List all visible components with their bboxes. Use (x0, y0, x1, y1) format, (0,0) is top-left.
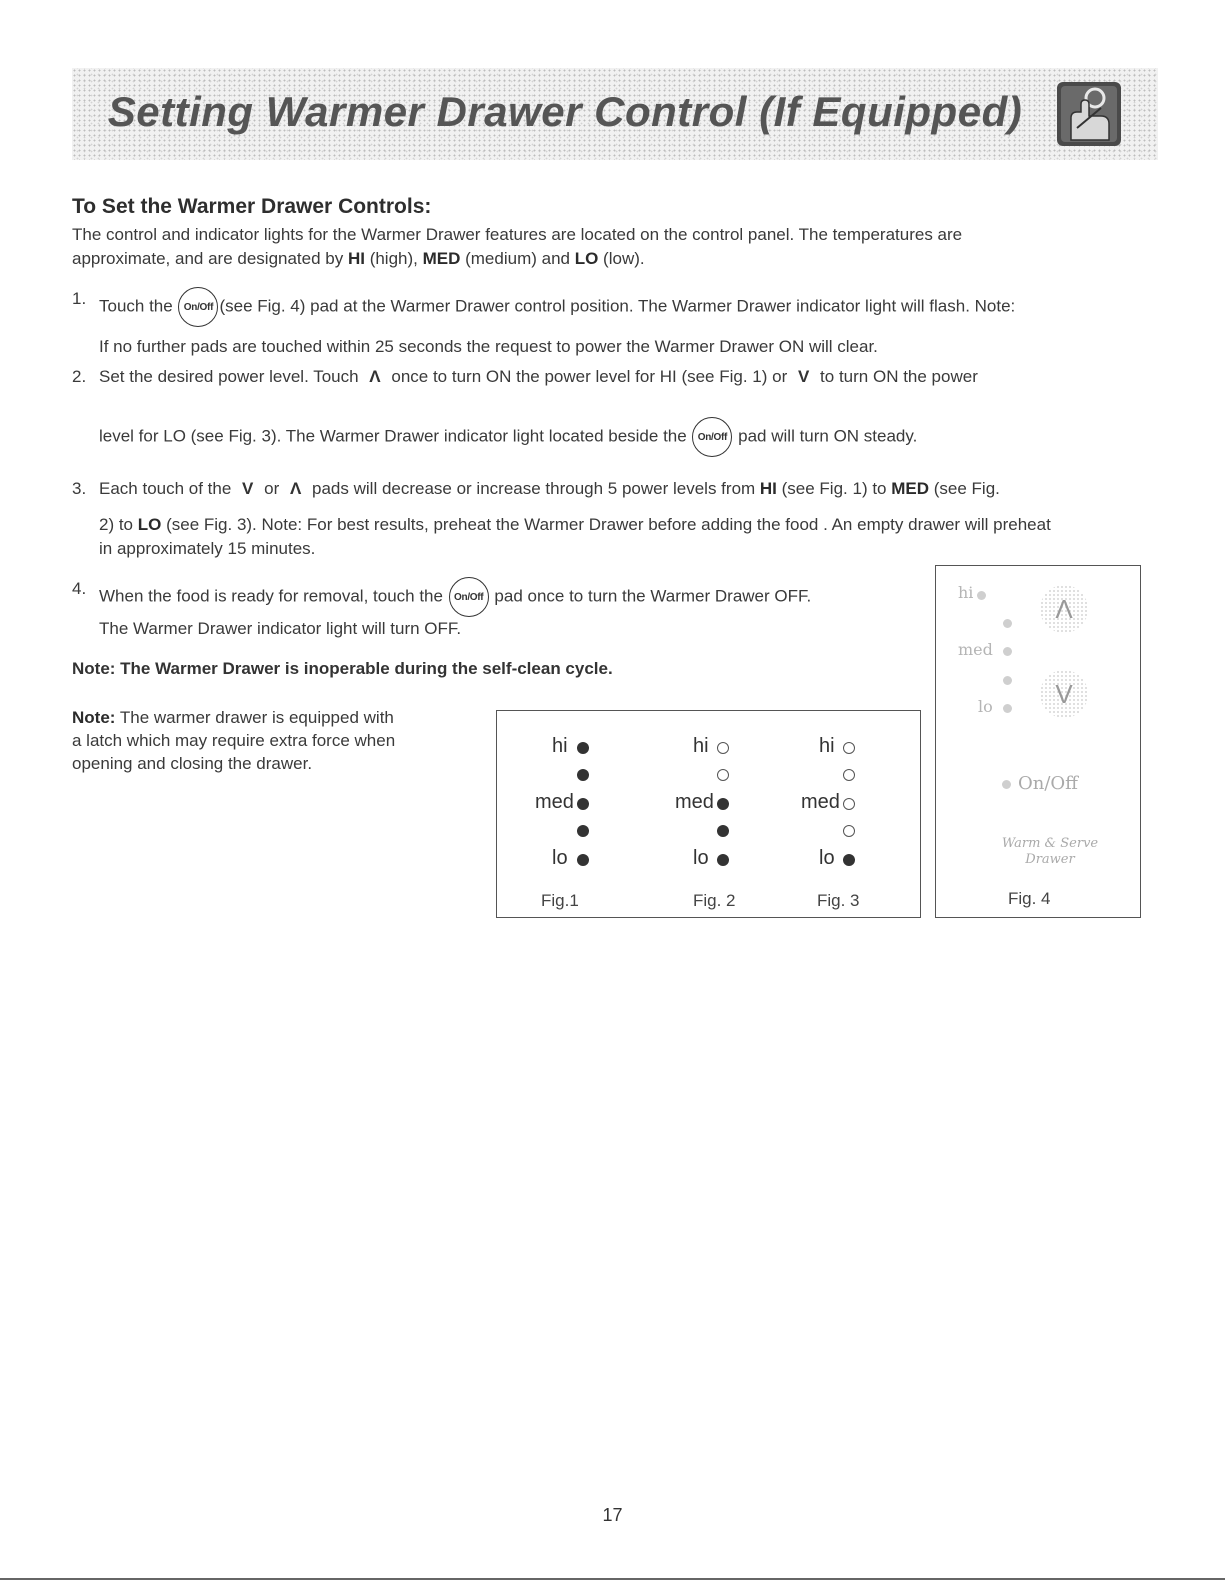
intro-line-1: The control and indicator lights for the Warmer Drawer features are located on the control panel. The temperatures are (72, 225, 963, 244)
bottom-divider (0, 1578, 1225, 1580)
level-indicator-dot (717, 798, 729, 810)
fig4-indicator-dot (1003, 647, 1012, 656)
on-off-pad-icon: On/Off (178, 287, 218, 327)
level-indicator-dot (577, 854, 589, 866)
med-level-label: med (675, 791, 714, 813)
note-text: The warmer drawer is equipped with (115, 708, 394, 727)
step-4 (72, 577, 932, 641)
step-text: (see Fig. 3). Note: For best results, preheat the Warmer Drawer before adding the food . An empty drawer will preheat (161, 515, 1051, 534)
figure-2-caption: Fig. 2 (693, 891, 736, 910)
down-arrow-icon: V (242, 479, 254, 498)
fig4-hi-label: hi (958, 583, 974, 602)
step-text: level for LO (see Fig. 3). The Warmer Drawer indicator light located beside the (99, 426, 692, 446)
fig4-indicator-dot (977, 591, 986, 600)
fig4-indicator-dot (1003, 704, 1012, 713)
header-banner (72, 68, 1158, 160)
section-heading: To Set the Warmer Drawer Controls: (72, 195, 432, 218)
level-indicator-dot (717, 854, 729, 866)
step-text: 2) to (99, 515, 138, 534)
fig4-indicator-dot (1003, 676, 1012, 685)
hi-level-label: hi (552, 735, 568, 757)
up-arrow-icon: Λ (1040, 585, 1088, 633)
on-off-pad-icon: On/Off (692, 417, 732, 457)
level-indicator-dot (577, 742, 589, 754)
on-off-pad-icon: On/Off (449, 577, 489, 617)
up-arrow-icon: Λ (289, 479, 302, 498)
step-text: to turn ON the power (815, 367, 978, 386)
step-text: in approximately 15 minutes. (99, 539, 316, 558)
fig4-lo-label: lo (978, 697, 993, 716)
latch-note (72, 706, 452, 775)
level-indicator-dot (577, 798, 589, 810)
step-number: 4. (72, 579, 87, 598)
step-text: The Warmer Drawer indicator light will turn OFF. (99, 619, 462, 638)
fig4-indicator-dot (1003, 619, 1012, 628)
step-text: Touch the (99, 296, 178, 316)
step-text: or (259, 479, 284, 498)
step-text: (see Fig. 1) to (776, 479, 892, 498)
step-2 (72, 365, 1152, 457)
self-clean-note: Note: The Warmer Drawer is inoperable during the self-clean cycle. (72, 659, 613, 678)
note-text: opening and closing the drawer. (72, 754, 313, 773)
level-indicator-dot (843, 854, 855, 866)
fig4-brand (1000, 836, 1100, 868)
step-text: once to turn ON the power level for HI (see Fig. 1) or (386, 367, 792, 386)
med-level-label: med (535, 791, 574, 813)
step-text: pads will decrease or increase through 5 power levels from (307, 479, 760, 498)
step-text: (see Fig. 4) pad at the Warmer Drawer control position. The Warmer Drawer indicator light will flash. Note: (219, 296, 1016, 316)
lo-label: LO (137, 515, 162, 534)
intro-text: (high), (364, 249, 423, 268)
lo-label: LO (574, 249, 599, 268)
med-label: MED (891, 479, 930, 498)
level-indicator-dot (577, 769, 589, 781)
level-indicator-dot (717, 769, 729, 781)
step-text: If no further pads are touched within 25 seconds the request to power the Warmer Drawer ON will clear. (99, 337, 878, 356)
step-text: Set the desired power level. Touch (99, 367, 364, 386)
figure-3-caption: Fig. 3 (817, 891, 860, 910)
level-indicator-dot (717, 742, 729, 754)
intro-text: (medium) and (460, 249, 575, 268)
intro-paragraph (72, 223, 1152, 271)
step-text: pad once to turn the Warmer Drawer OFF. (489, 586, 812, 606)
fig4-med-label: med (958, 640, 993, 659)
level-indicator-dot (843, 825, 855, 837)
level-indicator-dot (843, 798, 855, 810)
power-level-figures (496, 710, 921, 918)
intro-text: approximate, and are designated by (72, 249, 348, 268)
hand-touch-icon (1057, 82, 1121, 146)
fig4-on-off-pad: On/Off (1018, 773, 1078, 794)
intro-text: (low). (598, 249, 645, 268)
med-label: MED (422, 249, 461, 268)
step-text: (see Fig. (929, 479, 1000, 498)
hi-level-label: hi (693, 735, 709, 757)
lo-level-label: lo (693, 847, 709, 869)
level-indicator-dot (843, 769, 855, 781)
figure-4-caption: Fig. 4 (1008, 889, 1051, 908)
down-arrow-icon: V (1040, 670, 1088, 718)
hi-level-label: hi (819, 735, 835, 757)
fig4-onoff-indicator-dot (1002, 780, 1011, 789)
hi-label: HI (759, 479, 777, 498)
step-text: Each touch of the (99, 479, 237, 498)
note-text: a latch which may require extra force when (72, 731, 396, 750)
page-title: Setting Warmer Drawer Control (If Equipped) (107, 88, 1023, 135)
med-level-label: med (801, 791, 840, 813)
lo-level-label: lo (552, 847, 568, 869)
step-number: 2. (72, 367, 87, 386)
step-text: When the food is ready for removal, touch the (99, 586, 448, 606)
step-1 (72, 287, 1152, 359)
lo-level-label: lo (819, 847, 835, 869)
figure-1-caption: Fig.1 (541, 891, 579, 910)
hi-label: HI (347, 249, 365, 268)
up-arrow-icon: Λ (369, 367, 381, 386)
note-label: Note: (72, 708, 116, 727)
level-indicator-dot (843, 742, 855, 754)
page-number: 17 (602, 1505, 623, 1525)
step-text: pad will turn ON steady. (733, 426, 918, 446)
down-arrow-icon: V (797, 367, 810, 386)
step-number: 3. (72, 479, 87, 498)
level-indicator-dot (577, 825, 589, 837)
brand-line: Drawer (1025, 852, 1075, 867)
brand-line: Warm & Serve (1001, 836, 1099, 851)
level-indicator-dot (717, 825, 729, 837)
step-3 (72, 477, 1152, 561)
step-number: 1. (72, 289, 87, 308)
